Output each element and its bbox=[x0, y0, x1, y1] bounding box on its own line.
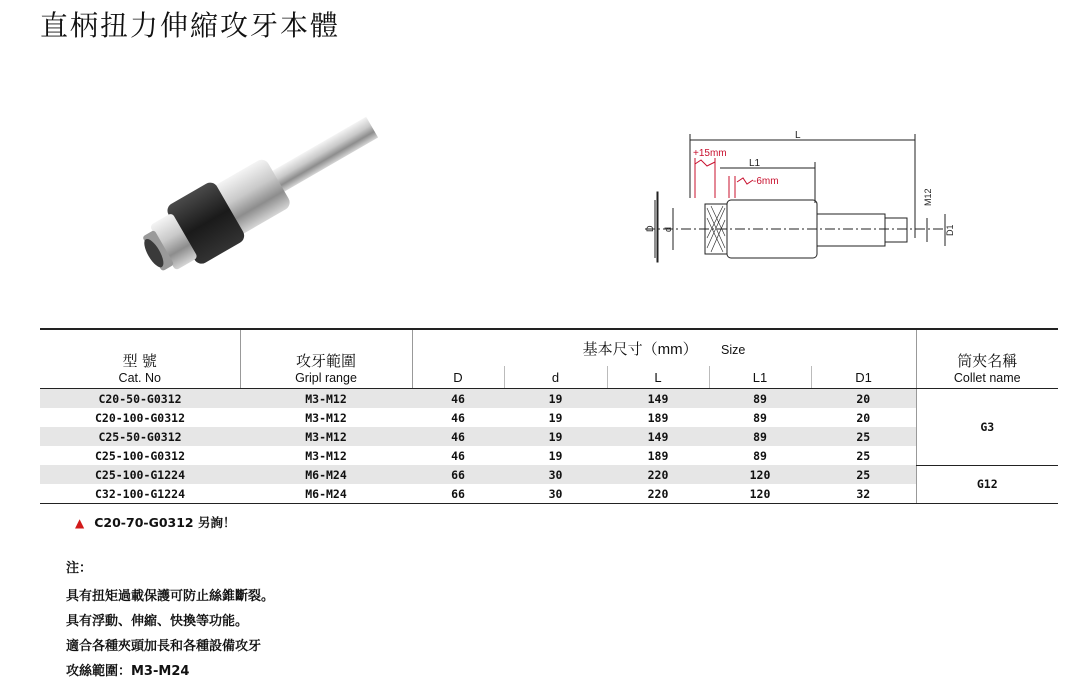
table-row: C20-50-G0312 M3-M12 46 19 149 89 20 G3 bbox=[40, 389, 1058, 409]
dimension-drawing bbox=[645, 128, 965, 268]
note-item: 具有扭矩過載保護可防止絲錐斷裂。 bbox=[66, 589, 275, 604]
header-range: 攻牙範圍 Gripl range bbox=[240, 329, 412, 389]
label-D: D bbox=[645, 225, 655, 232]
note-item: 具有浮動、伸縮、快換等功能。 bbox=[66, 614, 249, 629]
col-D: D bbox=[412, 366, 504, 389]
spec-table bbox=[40, 328, 1058, 504]
table-row: C25-100-G0312 M3-M12 46 19 189 89 25 bbox=[94, 448, 871, 463]
col-D1: D1 bbox=[811, 366, 916, 389]
col-L1: L1 bbox=[709, 366, 811, 389]
label-D1: D1 bbox=[945, 224, 955, 236]
col-L: L bbox=[607, 366, 709, 389]
notes-heading: 注： bbox=[66, 561, 93, 576]
note-item: 攻絲範圍：M3-M24 bbox=[66, 664, 190, 679]
collet-g3: G3 bbox=[916, 389, 1058, 466]
label-minus6: -6mm bbox=[753, 176, 779, 187]
inquiry-note: ▲ C20-70-G0312 另詢！ bbox=[75, 515, 236, 530]
label-plus15: +15mm bbox=[693, 148, 727, 159]
product-photo bbox=[130, 108, 390, 278]
col-d: d bbox=[504, 366, 607, 389]
notes-section bbox=[66, 556, 274, 684]
label-d: d bbox=[663, 226, 673, 232]
table-row: C25-100-G1224 M6-M24 66 30 220 120 25 G12 bbox=[40, 465, 1058, 484]
header-collet: 筒夾名稱 Collet name bbox=[916, 329, 1058, 389]
table-row: C25-50-G0312 M3-M12 46 19 149 89 25 bbox=[40, 427, 1058, 446]
note-item: 適合各種夾頭加長和各種設備攻牙 bbox=[66, 639, 262, 654]
warning-triangle-icon: ▲ bbox=[75, 516, 85, 530]
table-row: C32-100-G1224 M6-M24 66 30 220 120 32 bbox=[40, 484, 1058, 504]
header-model: 型 號 Cat. No bbox=[40, 329, 240, 389]
page-title: 直柄扭力伸縮攻牙本體 bbox=[40, 9, 341, 42]
collet-g12: G12 bbox=[916, 465, 1058, 504]
table-row: C20-100-G0312 M3-M12 46 19 189 89 20 bbox=[94, 410, 871, 425]
header-dims: 基本尺寸（mm） Size bbox=[412, 329, 916, 366]
label-M12: M12 bbox=[923, 188, 933, 206]
label-L: L bbox=[795, 130, 801, 141]
label-L1: L1 bbox=[749, 158, 761, 169]
